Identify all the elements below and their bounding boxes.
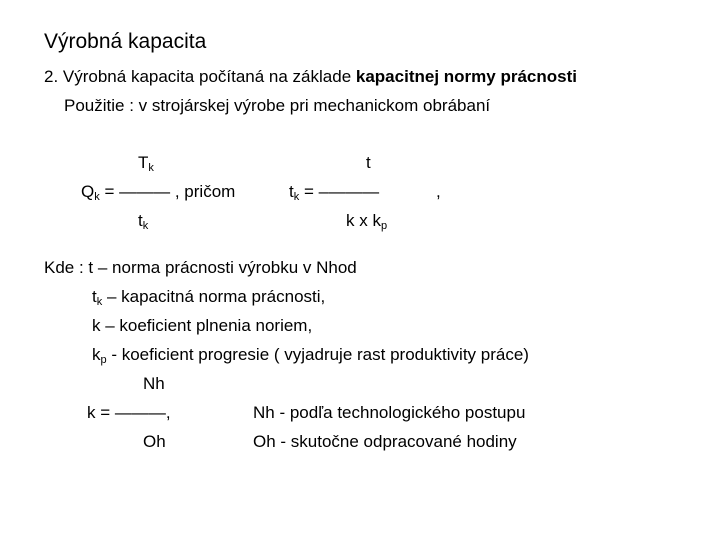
formula2-numerator: t — [366, 153, 371, 172]
legend-nh: Nh - podľa technologického postupu — [253, 403, 526, 422]
formula3-numerator: Nh — [143, 374, 165, 393]
formula1-den-letter: t — [138, 211, 143, 230]
formula2-denominator — [346, 212, 387, 232]
formula3-denominator: Oh — [143, 432, 166, 451]
formula1-lhs — [81, 183, 235, 203]
definition-kp-text: - koeficient progresie ( vyjadruje rast produktivity práce) — [106, 345, 529, 364]
formula3-lhs: k = ———, — [87, 403, 171, 422]
formula2-den-sub: p — [380, 220, 388, 232]
formula2-comma: , — [436, 182, 441, 201]
formula2-lhs-sub: k — [293, 191, 300, 203]
legend-oh: Oh - skutočne odpracované hodiny — [253, 432, 517, 451]
definition-t: Kde : t – norma prácnosti výrobku v Nhod — [44, 258, 357, 277]
definition-tk-sub: k — [96, 296, 103, 308]
intro-line-1-bold: kapacitnej normy prácnosti — [355, 67, 577, 86]
intro-line-1 — [44, 68, 577, 85]
formula2-lhs-letter: t — [289, 182, 294, 201]
formula1-num-sub: k — [148, 162, 154, 174]
definition-kp — [92, 346, 529, 366]
page-title: Výrobná kapacita — [44, 30, 207, 53]
formula1-lhs-sub: k — [94, 191, 100, 203]
definition-kp-sub: p — [100, 354, 107, 366]
definition-tk-text: – kapacitná norma prácnosti, — [102, 287, 326, 306]
definition-kp-letter: k — [92, 345, 101, 364]
formula1-den-sub: k — [142, 220, 149, 232]
definition-tk-letter: t — [92, 287, 97, 306]
formula1-lhs-letter: Q — [81, 182, 95, 201]
formula2-equals: = –——— — [303, 182, 380, 201]
definition-tk — [92, 288, 325, 308]
formula1-denominator — [138, 212, 148, 232]
formula1-suffix: , pričom — [174, 182, 236, 201]
intro-line-2: Použitie : v strojárskej výrobe pri mechanickom obrábaní — [64, 96, 491, 115]
formula1-equals: = ——— — [104, 182, 171, 201]
intro-line-1-text: 2. Výrobná kapacita počítaná na základe — [44, 67, 356, 86]
formula1-numerator — [138, 154, 154, 174]
formula2-den-k: k x k — [346, 211, 381, 230]
definition-k: k – koeficient plnenia noriem, — [92, 316, 313, 335]
formula2-lhs — [289, 183, 379, 203]
formula1-num-letter: T — [138, 153, 149, 172]
